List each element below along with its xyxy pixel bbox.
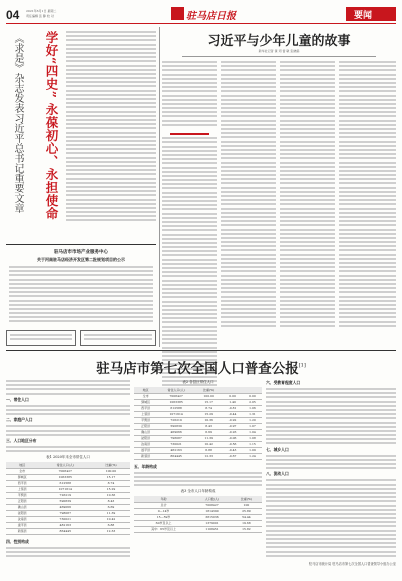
table-cell: 100	[231, 502, 262, 508]
table-cell: 新蔡县	[134, 453, 157, 459]
table-cell: 上蔡县	[134, 411, 157, 417]
table-cell: -0.67	[222, 453, 243, 459]
table-cell: 1.15	[243, 441, 262, 447]
table-cell: -0.06	[222, 435, 243, 441]
table-cell: 1.08	[243, 435, 262, 441]
table-cell: 798087	[39, 510, 92, 516]
table-cell: 1.04	[243, 429, 262, 435]
table-cell: 1.24	[243, 453, 262, 459]
table-cell: 612588	[157, 405, 195, 411]
feature-subtitle: 《求是》杂志发表习近平总书记重要文章	[12, 33, 23, 213]
table-cell: 确山县	[134, 429, 157, 435]
table-cell: 19.68	[231, 520, 262, 526]
table-cell: 15.17	[92, 474, 130, 480]
table-cell: 汝南县	[134, 441, 157, 447]
table-cell: -0.81	[222, 405, 243, 411]
table-cell: 1063385	[39, 474, 92, 480]
logo-seal-icon	[171, 7, 184, 20]
logo-text: 驻马店日报	[186, 11, 236, 22]
table-cell: 1.06	[243, 405, 262, 411]
newspaper-logo	[171, 6, 241, 22]
table-cell: 864445	[157, 453, 195, 459]
census-heading-8: 八、流动人口	[266, 471, 289, 477]
table-1-title: 表1 2020年末全市常住人口	[46, 455, 90, 460]
table-cell: 8.43	[195, 423, 222, 429]
masthead-rule	[6, 23, 396, 24]
editor-line: 责任编辑 张 静 校 对	[26, 14, 54, 18]
table-header: 地区	[6, 462, 39, 468]
census-top-rule	[6, 350, 396, 351]
table-cell: 10.42	[195, 441, 222, 447]
table-cell: 469066	[157, 429, 195, 435]
table-cell: 1108451	[193, 526, 231, 532]
census-title-wrap	[6, 357, 396, 377]
table-header: 年龄	[134, 496, 193, 502]
table-cell: 其中：65岁及以上	[134, 526, 193, 532]
table-cell: -0.56	[222, 441, 243, 447]
table-row	[6, 528, 130, 534]
table-cell: 15.29	[92, 486, 130, 492]
article-col-1	[162, 61, 217, 343]
census-heading-4: 四、性别构成	[6, 538, 29, 544]
table-cell: 1.07	[243, 423, 262, 429]
table-cell: 10.42	[92, 516, 130, 522]
table-2	[134, 387, 262, 460]
table-cell: 0—14岁	[134, 508, 193, 514]
ad-box-left	[6, 330, 76, 346]
table-cell: 1379001	[193, 520, 231, 526]
table-cell: 遂平县	[6, 522, 39, 528]
notice-subtitle: 关于河南驻马店经济开发区第二批规划项目的公示	[37, 257, 125, 262]
census-heading-6: 六、受教育程度人口	[266, 380, 301, 385]
table-cell: 泌阳县	[134, 435, 157, 441]
table-cell: 25.89	[231, 508, 262, 514]
masthead	[6, 6, 396, 28]
table-cell: 612588	[39, 480, 92, 486]
table-cell: 8.74	[92, 480, 130, 486]
table-3-title: 表3 全市人口年龄构成	[180, 489, 216, 494]
feature-text	[66, 31, 156, 236]
table-cell: 6.88	[92, 522, 130, 528]
table-cell: 10.36	[92, 492, 130, 498]
table-cell: 100.00	[195, 393, 222, 399]
census-heading-7: 七、城乡人口	[266, 446, 289, 452]
table-cell: -0.44	[222, 411, 243, 417]
table-cell: 730021	[39, 516, 92, 522]
table-cell: 新蔡县	[6, 528, 39, 534]
table-1	[6, 462, 130, 535]
table-cell: 6.88	[195, 447, 222, 453]
table-cell: 60岁及以上	[134, 520, 193, 526]
table-cell: 平舆县	[6, 492, 39, 498]
table-cell: -0.43	[222, 447, 243, 453]
census-title: 驻马店市第七次全国人口普查公报	[96, 361, 299, 377]
table-cell: 730021	[157, 441, 195, 447]
feature-block	[6, 27, 156, 242]
table-cell: 8.74	[195, 405, 222, 411]
article-col-4	[339, 61, 396, 343]
table-cell: 2.05	[243, 399, 262, 405]
table-cell: 驿城区	[6, 474, 39, 480]
table-cell: 6.69	[92, 504, 130, 510]
table-cell: 482163	[39, 522, 92, 528]
top-article	[162, 27, 396, 347]
notice-title: 驻马店市市场产业服务中心	[54, 250, 108, 255]
census-footnote-mark: [1]	[298, 362, 306, 369]
table-cell: 西平县	[134, 405, 157, 411]
table-cell: 7008427	[157, 393, 195, 399]
table-cell: 482163	[157, 447, 195, 453]
table-cell: 西平县	[6, 480, 39, 486]
column-divider	[159, 27, 160, 347]
table-cell: 全市	[6, 468, 39, 474]
table-cell: 864445	[39, 528, 92, 534]
table-cell: 1071614	[39, 486, 92, 492]
table-cell: 上蔡县	[6, 486, 39, 492]
table-cell: 15.17	[195, 399, 222, 405]
table-header: 比重(%)	[92, 462, 130, 468]
table-cell: 15—59岁	[134, 514, 193, 520]
table-cell: 1063385	[157, 399, 195, 405]
census-heading-3: 三、人口地区分布	[6, 437, 37, 443]
article-headline: 习近平与少年儿童的故事	[207, 34, 351, 49]
table-cell: 469066	[39, 504, 92, 510]
ad-box-right	[80, 330, 156, 346]
table-cell: 590839	[39, 498, 92, 504]
census-col-3	[266, 380, 396, 576]
table-cell: 12.33	[195, 453, 222, 459]
table-header: 常住人口(人)	[39, 462, 92, 468]
table-cell: 1.20	[243, 417, 262, 423]
table-cell: -0.26	[222, 429, 243, 435]
table-header: 地区	[134, 387, 157, 393]
headline-rule	[182, 56, 376, 57]
table-cell: 15.82	[231, 526, 262, 532]
table-cell: 726219	[39, 492, 92, 498]
census-heading-1: 一、常住人口	[6, 396, 29, 402]
table-cell: -0.97	[222, 423, 243, 429]
table-row	[134, 453, 262, 459]
table-cell: 100.00	[92, 468, 130, 474]
date-line: 2021年6月1日 星期二	[26, 9, 57, 13]
table-header: 常住人口(人)	[157, 387, 195, 393]
table-cell: 12.33	[92, 528, 130, 534]
census-col-2	[134, 380, 262, 576]
table-cell: 总计	[134, 502, 193, 508]
table-cell: 8.43	[92, 498, 130, 504]
table-cell: 1.09	[243, 447, 262, 453]
article-byline: 新华社记者 黄 玥 雷 敏 张晓娟	[258, 49, 300, 53]
table-cell: 1.40	[222, 399, 243, 405]
census-heading-5: 五、年龄构成	[134, 463, 157, 469]
census-col-1	[6, 380, 130, 576]
section-label: 要闻	[354, 11, 373, 21]
table-cell: -0.92	[222, 417, 243, 423]
table-cell: 正阳县	[134, 423, 157, 429]
table-cell: 1814390	[193, 508, 231, 514]
feature-title: 学好“四史” 永葆初心、永担使命	[44, 31, 59, 221]
table-cell: 6.69	[195, 429, 222, 435]
table-cell: 11.39	[92, 510, 130, 516]
feature-divider	[6, 244, 156, 245]
census-footer: 驻马店市统计局 驻马店市第七次全国人口普查领导小组办公室	[308, 561, 396, 566]
census-heading-2: 二、家庭户人口	[6, 417, 33, 423]
article-col-3	[280, 61, 335, 343]
table-cell: 全市	[134, 393, 157, 399]
table-cell: 726219	[157, 417, 195, 423]
table-cell: 正阳县	[6, 498, 39, 504]
table-cell: 汝南县	[6, 516, 39, 522]
table-cell: 遂平县	[134, 447, 157, 453]
table-cell: 798087	[157, 435, 195, 441]
table-header: 比重(%)	[195, 387, 222, 393]
table-cell: 确山县	[6, 504, 39, 510]
table-cell: 0.00	[243, 393, 262, 399]
table-cell: 驿城区	[134, 399, 157, 405]
table-2-title: 表2 各县区常住人口	[182, 380, 214, 384]
table-cell: 3815036	[193, 514, 231, 520]
table-cell: 10.36	[195, 417, 222, 423]
page-number: 04	[6, 8, 20, 22]
table-row	[134, 526, 262, 532]
table-header: 比重(%)	[231, 496, 262, 502]
article-col-2	[221, 61, 276, 343]
table-cell: 泌阳县	[6, 510, 39, 516]
table-3	[134, 496, 262, 533]
table-cell: 1.31	[243, 411, 262, 417]
table-cell: 0.00	[222, 393, 243, 399]
table-cell: 590839	[157, 423, 195, 429]
table-cell: 1071614	[157, 411, 195, 417]
notice-box	[6, 247, 156, 342]
table-cell: 54.44	[231, 514, 262, 520]
table-cell: 11.39	[195, 435, 222, 441]
table-cell: 15.29	[195, 411, 222, 417]
table-cell: 7008427	[193, 502, 231, 508]
table-cell: 7008427	[39, 468, 92, 474]
table-cell: 平舆县	[134, 417, 157, 423]
table-header: 人口数(人)	[193, 496, 231, 502]
